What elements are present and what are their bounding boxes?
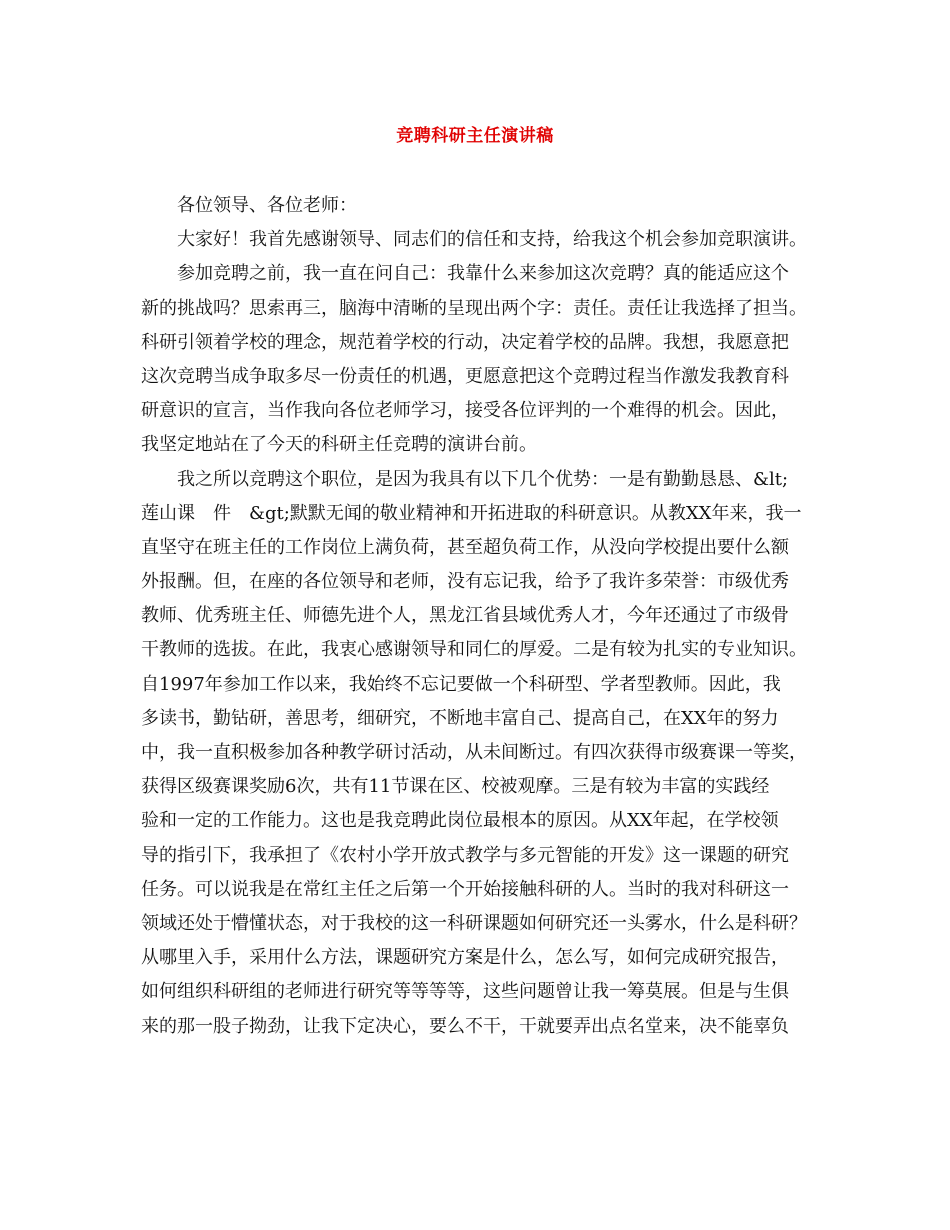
text-line: 领域还处于懵懂状态，对于我校的这一科研课题如何研究还一头雾水，什么是科研？: [141, 912, 807, 934]
text-line: 直坚守在班主任的工作岗位上满负荷，甚至超负荷工作，从没向学校提出要什么额: [141, 536, 789, 558]
text-line: 我坚定地站在了今天的科研主任竞聘的演讲台前。: [141, 434, 537, 456]
text-line: 教师、优秀班主任、师德先进个人，黑龙江省县域优秀人才，今年还通过了市级骨: [141, 605, 789, 627]
text-line: 任务。可以说我是在常红主任之后第一个开始接触科研的人。当时的我对科研这一: [141, 878, 789, 900]
text-line: 各位领导、各位老师：: [177, 195, 357, 216]
text-line: 干教师的选拔。在此，我衷心感谢领导和同仁的厚爱。二是有较为扎实的专业知识。: [141, 639, 807, 661]
text-line: 自1997年参加工作以来，我始终不忘记要做一个科研型、学者型教师。因此，我: [141, 673, 781, 695]
text-line: 外报酬。但，在座的各位领导和老师，没有忘记我，给予了我许多荣誉：市级优秀: [141, 571, 789, 593]
text-line: 大家好！我首先感谢领导、同志们的信任和支持，给我这个机会参加竞职演讲。: [177, 229, 807, 251]
text-line: 科研引领着学校的理念，规范着学校的行动，决定着学校的品牌。我想，我愿意把: [141, 331, 789, 353]
text-line: 研意识的宣言，当作我向各位老师学习，接受各位评判的一个难得的机会。因此，: [141, 400, 789, 422]
text-line: 获得区级赛课奖励6次，共有11节课在区、校被观摩。三是有较为丰富的实践经: [141, 776, 770, 798]
text-line: 验和一定的工作能力。这也是我竞聘此岗位最根本的原因。从XX年起，在学校领: [141, 810, 779, 832]
text-line: 中，我一直积极参加各种教学研讨活动，从未间断过。有四次获得市级赛课一等奖，: [141, 742, 807, 763]
document-title: 竞聘科研主任演讲稿: [396, 126, 554, 146]
text-line: 我之所以竞聘这个职位，是因为我具有以下几个优势：一是有勤勤恳恳、&lt;: [177, 468, 789, 490]
text-line: 导的指引下，我承担了《农村小学开放式教学与多元智能的开发》这一课题的研究: [141, 844, 789, 866]
text-line: 多读书，勤钻研，善思考，细研究，不断地丰富自己、提高自己，在XX年的努力: [141, 707, 779, 729]
text-line: 这次竞聘当成争取多尽一份责任的机遇，更愿意把这个竞聘过程当作激发我教育科: [141, 365, 789, 387]
text-line: 参加竞聘之前，我一直在问自己：我靠什么来参加这次竞聘？真的能适应这个: [177, 263, 789, 285]
text-line: 新的挑战吗？思索再三，脑海中清晰的呈现出两个字：责任。责任让我选择了担当。: [141, 297, 807, 319]
text-line: 莲山课 件 &gt;默默无闻的敬业精神和开拓进取的科研意识。从教XX年来，我一: [141, 502, 802, 524]
text-line: 如何组织科研组的老师进行研究等等等等，这些问题曾让我一筹莫展。但是与生俱: [141, 981, 789, 1003]
text-line: 从哪里入手，采用什么方法，课题研究方案是什么，怎么写，如何完成研究报告，: [141, 947, 789, 969]
document-body: [141, 196, 821, 1051]
text-line: 来的那一股子拗劲，让我下定决心，要么不干，干就要弄出点名堂来，决不能辜负: [141, 1015, 789, 1037]
